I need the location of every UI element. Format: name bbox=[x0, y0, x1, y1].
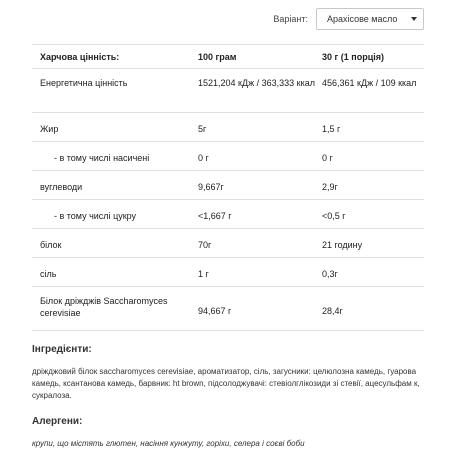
value-per-serving: 2,9г bbox=[322, 182, 338, 192]
value-per-serving: 456,361 кДж / 109 ккал bbox=[322, 78, 417, 88]
value-per-100g: 0 г bbox=[198, 153, 209, 163]
variant-selected-value: Арахісове масло bbox=[327, 14, 398, 24]
table-row bbox=[32, 229, 424, 258]
value-per-serving: 0,3г bbox=[322, 269, 338, 279]
variant-label: Варіант: bbox=[273, 14, 308, 24]
value-per-serving: 0 г bbox=[322, 153, 333, 163]
nutrient-name: сіль bbox=[40, 269, 57, 279]
allergens-title: Алергени: bbox=[32, 416, 83, 427]
table-row bbox=[32, 258, 424, 287]
nutrient-name: - в тому числі цукру bbox=[54, 211, 137, 221]
nutrient-name: білок bbox=[40, 240, 62, 250]
nutrient-name: - в тому числі насичені bbox=[54, 153, 150, 163]
value-per-serving: <0,5 г bbox=[322, 211, 346, 221]
nutrient-name: вуглеводи bbox=[40, 182, 83, 192]
value-per-100g: 5г bbox=[198, 124, 207, 134]
value-per-100g: <1,667 г bbox=[198, 211, 232, 221]
variant-selector-row bbox=[273, 8, 424, 30]
value-per-serving: 1,5 г bbox=[322, 124, 341, 134]
nutrient-name: Білок дріжджів Saccharomyces cerevisiae bbox=[40, 296, 168, 318]
value-per-100g: 1521,204 кДж / 363,333 ккал bbox=[198, 78, 315, 88]
nutrition-header-row bbox=[32, 45, 424, 69]
ingredients-text: дріжджовий білок saccharomyces cerevisiae, ароматизатор, сіль, загусники: целюлозна камедь, гуарова камедь, ксантанова камедь, барвник: ht brown, підсолоджувачі: стевіолглікозиди зі стевії, ацесульфам к, сукралоза. bbox=[32, 367, 420, 400]
table-row bbox=[32, 171, 424, 200]
nutrition-table bbox=[32, 44, 424, 331]
table-row bbox=[32, 113, 424, 142]
value-per-100g: 1 г bbox=[198, 269, 209, 279]
value-per-serving: 21 годину bbox=[322, 240, 363, 250]
nutrient-name: Жир bbox=[40, 124, 59, 134]
variant-dropdown[interactable] bbox=[316, 8, 424, 30]
header-per-serving: 30 г (1 порція) bbox=[322, 52, 384, 62]
value-per-100g: 94,667 г bbox=[198, 306, 232, 316]
value-per-serving: 28,4г bbox=[322, 306, 343, 316]
value-per-100g: 70г bbox=[198, 240, 212, 250]
table-row bbox=[32, 69, 424, 113]
allergens-text: крупи, що містять глютен, насіння кунжуту, горіхи, селера і соєві боби bbox=[32, 439, 305, 448]
nutrient-name: Енергетична цінність bbox=[40, 78, 128, 88]
table-row bbox=[32, 200, 424, 229]
header-per-100g: 100 грам bbox=[198, 52, 237, 62]
ingredients-title: Інгредієнти: bbox=[32, 344, 92, 355]
value-per-100g: 9,667г bbox=[198, 182, 224, 192]
header-nutrient: Харчова цінність: bbox=[40, 52, 120, 62]
table-row bbox=[32, 142, 424, 171]
chevron-down-icon bbox=[411, 17, 417, 21]
table-row bbox=[32, 287, 424, 331]
